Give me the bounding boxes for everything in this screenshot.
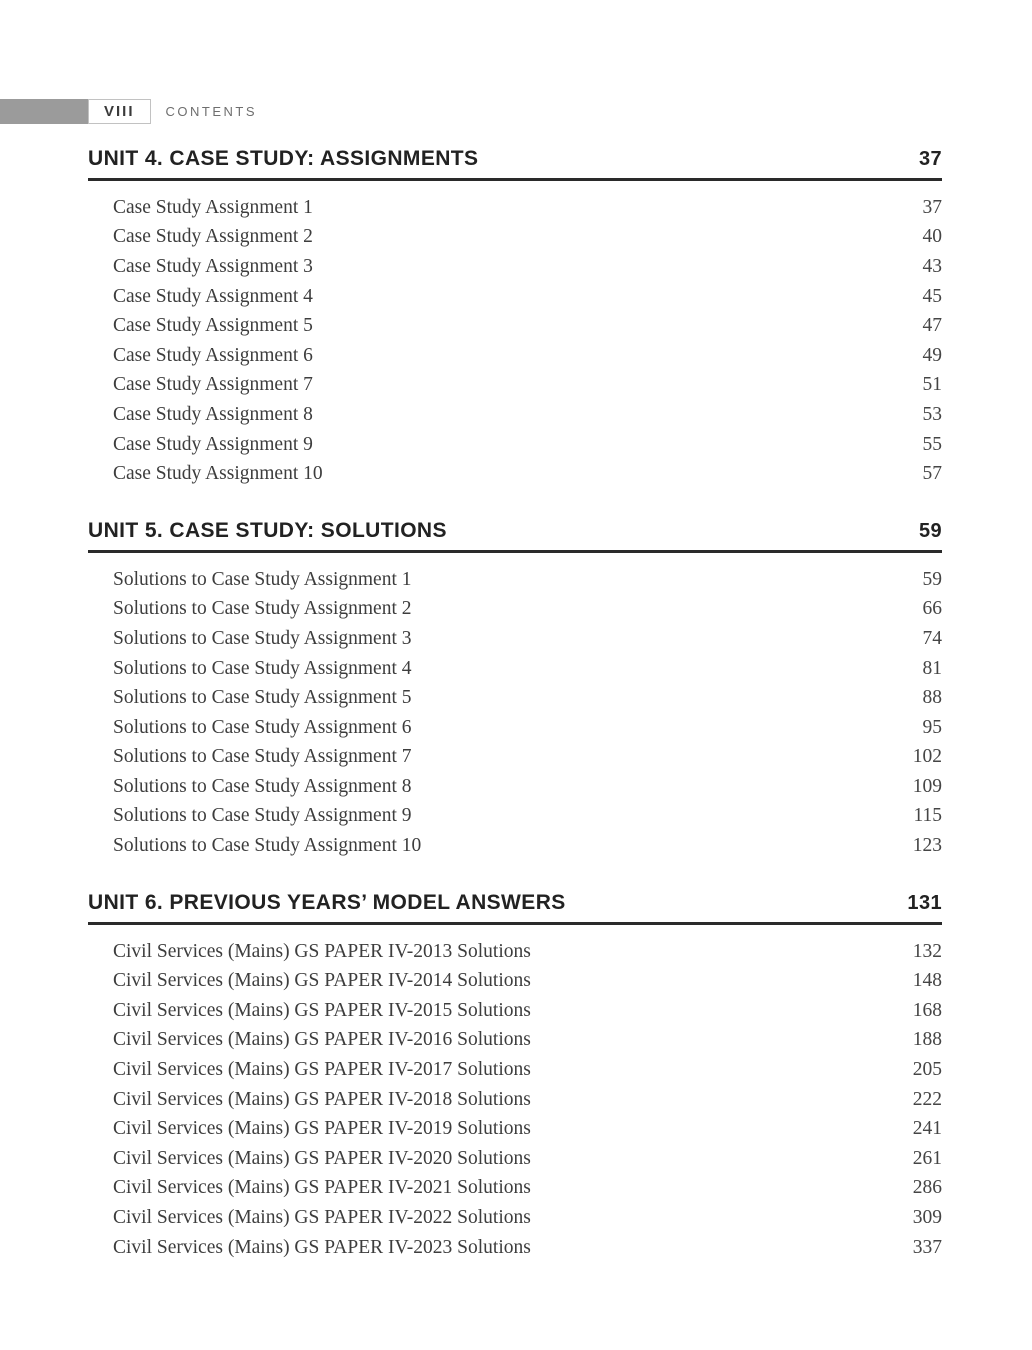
entry-label: Civil Services (Mains) GS PAPER IV-2015 Solutions bbox=[113, 999, 531, 1021]
toc-entry bbox=[88, 252, 942, 282]
entry-page-number: 132 bbox=[912, 940, 942, 962]
toc-entry bbox=[88, 1203, 942, 1233]
entry-page-number: 55 bbox=[922, 433, 942, 455]
toc-entry bbox=[88, 683, 942, 713]
entry-label: Solutions to Case Study Assignment 2 bbox=[113, 598, 412, 620]
toc-entry bbox=[88, 223, 942, 253]
toc-entry bbox=[88, 831, 942, 861]
toc-entry bbox=[88, 341, 942, 371]
entry-page-number: 222 bbox=[912, 1088, 942, 1110]
toc-entry bbox=[88, 966, 942, 996]
section-heading bbox=[88, 519, 942, 553]
toc-entry bbox=[88, 1085, 942, 1115]
entry-page-number: 123 bbox=[912, 835, 942, 857]
toc-entry bbox=[88, 654, 942, 684]
entry-label: Civil Services (Mains) GS PAPER IV-2019 Solutions bbox=[113, 1118, 531, 1140]
entry-label: Solutions to Case Study Assignment 6 bbox=[113, 716, 412, 738]
section-title: UNIT 6. PREVIOUS YEARS’ MODEL ANSWERS bbox=[88, 890, 566, 914]
entry-page-number: 51 bbox=[922, 374, 942, 396]
entry-label: Solutions to Case Study Assignment 3 bbox=[113, 627, 412, 649]
entry-label: Solutions to Case Study Assignment 5 bbox=[113, 687, 412, 709]
entry-page-number: 109 bbox=[912, 775, 942, 797]
toc-entry bbox=[88, 772, 942, 802]
entry-page-number: 47 bbox=[922, 315, 942, 337]
toc-entry bbox=[88, 996, 942, 1026]
toc-entry bbox=[88, 1174, 942, 1204]
toc-entry bbox=[88, 937, 942, 967]
entry-label: Civil Services (Mains) GS PAPER IV-2023 Solutions bbox=[113, 1236, 531, 1258]
page-header bbox=[0, 99, 257, 124]
entry-page-number: 53 bbox=[922, 403, 942, 425]
entry-page-number: 49 bbox=[922, 344, 942, 366]
entry-page-number: 309 bbox=[912, 1207, 942, 1229]
toc-entry bbox=[88, 400, 942, 430]
section-page-number: 37 bbox=[918, 148, 942, 170]
toc-entry bbox=[88, 713, 942, 743]
toc-entry bbox=[88, 743, 942, 773]
section-title: UNIT 4. CASE STUDY: ASSIGNMENTS bbox=[88, 147, 479, 170]
entry-page-number: 115 bbox=[913, 805, 942, 827]
entry-page-number: 37 bbox=[922, 196, 942, 218]
page-number-roman-label: VIII bbox=[104, 103, 135, 120]
entry-page-number: 45 bbox=[922, 285, 942, 307]
entry-label: Solutions to Case Study Assignment 10 bbox=[113, 835, 422, 857]
toc-entry bbox=[88, 1026, 942, 1056]
entry-label: Case Study Assignment 3 bbox=[113, 255, 313, 277]
entry-page-number: 188 bbox=[912, 1029, 942, 1051]
section-entries bbox=[88, 193, 942, 489]
entry-page-number: 74 bbox=[922, 627, 942, 649]
entry-page-number: 88 bbox=[922, 687, 942, 709]
entry-label: Solutions to Case Study Assignment 1 bbox=[113, 568, 412, 590]
toc-section bbox=[88, 147, 942, 489]
toc-sections bbox=[88, 147, 942, 1292]
entry-label: Case Study Assignment 2 bbox=[113, 226, 313, 248]
entry-label: Civil Services (Mains) GS PAPER IV-2020 Solutions bbox=[113, 1147, 531, 1169]
section-entries bbox=[88, 565, 942, 861]
entry-page-number: 286 bbox=[912, 1177, 942, 1199]
entry-page-number: 168 bbox=[912, 999, 942, 1021]
toc-entry bbox=[88, 802, 942, 832]
toc-entry bbox=[88, 459, 942, 489]
entry-label: Civil Services (Mains) GS PAPER IV-2016 Solutions bbox=[113, 1029, 531, 1051]
entry-page-number: 205 bbox=[912, 1059, 942, 1081]
entry-page-number: 102 bbox=[912, 746, 942, 768]
entry-page-number: 337 bbox=[912, 1236, 942, 1258]
entry-label: Civil Services (Mains) GS PAPER IV-2014 Solutions bbox=[113, 970, 531, 992]
entry-page-number: 43 bbox=[922, 255, 942, 277]
section-page-number: 131 bbox=[907, 891, 942, 914]
entry-label: Solutions to Case Study Assignment 8 bbox=[113, 775, 412, 797]
entry-label: Case Study Assignment 6 bbox=[113, 344, 313, 366]
entry-page-number: 59 bbox=[922, 568, 942, 590]
toc-entry bbox=[88, 595, 942, 625]
entry-label: Civil Services (Mains) GS PAPER IV-2022 Solutions bbox=[113, 1207, 531, 1229]
toc-entry bbox=[88, 1114, 942, 1144]
toc-entry bbox=[88, 1144, 942, 1174]
entry-label: Civil Services (Mains) GS PAPER IV-2021 Solutions bbox=[113, 1177, 531, 1199]
entry-label: Case Study Assignment 9 bbox=[113, 433, 313, 455]
entry-label: Solutions to Case Study Assignment 4 bbox=[113, 657, 412, 679]
entry-page-number: 81 bbox=[922, 657, 942, 679]
toc-section bbox=[88, 891, 942, 1263]
entry-label: Case Study Assignment 1 bbox=[113, 196, 313, 218]
toc-entry bbox=[88, 371, 942, 401]
section-heading bbox=[88, 891, 942, 925]
toc-entry bbox=[88, 1233, 942, 1263]
toc-section bbox=[88, 519, 942, 861]
entry-page-number: 241 bbox=[912, 1118, 942, 1140]
entry-label: Civil Services (Mains) GS PAPER IV-2018 Solutions bbox=[113, 1088, 531, 1110]
section-title: UNIT 5. CASE STUDY: SOLUTIONS bbox=[88, 518, 447, 542]
entry-label: Case Study Assignment 10 bbox=[113, 463, 323, 485]
section-heading bbox=[88, 147, 942, 181]
header-gray-bar bbox=[0, 99, 88, 124]
entry-label: Case Study Assignment 4 bbox=[113, 285, 313, 307]
section-page-number: 59 bbox=[918, 519, 942, 542]
entry-label: Solutions to Case Study Assignment 7 bbox=[113, 746, 412, 768]
entry-label: Case Study Assignment 8 bbox=[113, 403, 313, 425]
entry-page-number: 57 bbox=[922, 463, 942, 485]
toc-entry bbox=[88, 430, 942, 460]
toc-entry bbox=[88, 282, 942, 312]
toc-entry bbox=[88, 311, 942, 341]
entry-label: Case Study Assignment 5 bbox=[113, 315, 313, 337]
toc-entry bbox=[88, 193, 942, 223]
entry-page-number: 66 bbox=[922, 598, 942, 620]
entry-page-number: 148 bbox=[912, 970, 942, 992]
entry-label: Solutions to Case Study Assignment 9 bbox=[113, 805, 412, 827]
entry-label: Civil Services (Mains) GS PAPER IV-2017 Solutions bbox=[113, 1059, 531, 1081]
entry-page-number: 95 bbox=[922, 716, 942, 738]
entry-page-number: 40 bbox=[922, 226, 942, 248]
section-entries bbox=[88, 937, 942, 1263]
toc-entry bbox=[88, 1055, 942, 1085]
running-head-title: CONTENTS bbox=[165, 104, 258, 119]
entry-label: Case Study Assignment 7 bbox=[113, 374, 313, 396]
toc-entry bbox=[88, 565, 942, 595]
entry-page-number: 261 bbox=[912, 1147, 942, 1169]
page-number-roman bbox=[88, 99, 151, 124]
entry-label: Civil Services (Mains) GS PAPER IV-2013 Solutions bbox=[113, 940, 531, 962]
toc-entry bbox=[88, 624, 942, 654]
